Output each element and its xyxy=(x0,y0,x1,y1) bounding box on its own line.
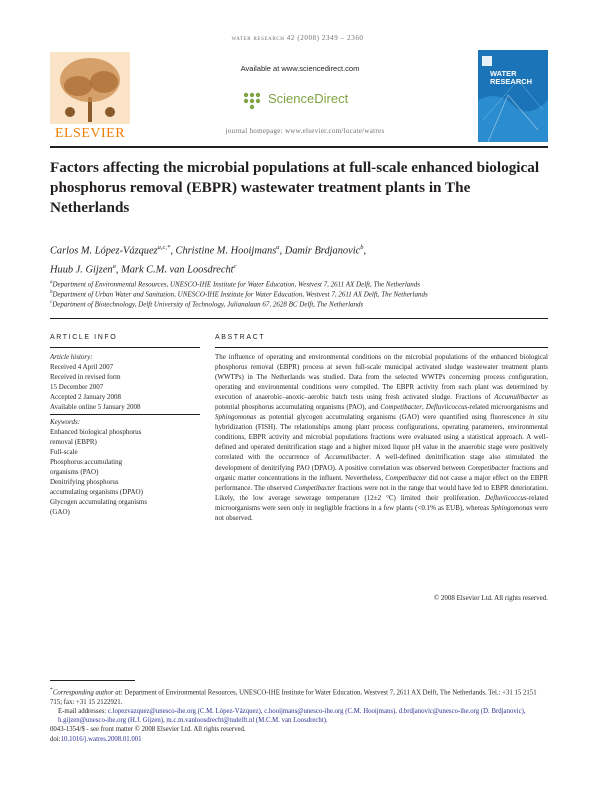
author-name[interactable]: Christine M. Hooijmans xyxy=(175,245,277,257)
author-sup: c xyxy=(233,263,237,271)
email-label: E-mail addresses: xyxy=(58,707,108,715)
author-name[interactable]: Mark C.M. van Loosdrecht xyxy=(121,264,234,276)
abstract-segment: as potential phosphorus accumulating organisms (PAO), and xyxy=(215,393,548,412)
doi-line xyxy=(50,735,548,744)
journal-citation xyxy=(0,34,595,42)
author-sup: a,c,* xyxy=(157,244,171,251)
cover-title-line2: RESEARCH xyxy=(490,77,533,86)
keywords-label: Keywords: xyxy=(50,417,81,426)
journal-homepage[interactable]: journal homepage: www.elsevier.com/locate/watres xyxy=(225,127,385,135)
abstract-segment: -related microorganisms were seen only in negligible fractions in a few plants (<0.1% as EUB), whereas xyxy=(215,493,548,512)
abstract-segment: fractions were not in the range that would have led to EBPR deterioration. Likely, the low average sewerage temperature (12±2 °C) limited their proliferation. xyxy=(215,483,548,502)
header-divider xyxy=(50,146,548,148)
corresponding-text: Department of Environmental Resources, UNESCO-IHE Institute for Water Education, Westvest 7, 2611 AX Delft, The Netherlands. Tel.: +31 15 2151 715; fax: +31 15 2122921. xyxy=(50,689,537,706)
journal-name: water research xyxy=(231,34,285,42)
corresponding-label: Corresponding author at: xyxy=(52,689,123,697)
abstract-italic: Competibacter xyxy=(385,473,427,482)
author-sup: a xyxy=(276,244,280,251)
keyword: accumulating organisms (DPAO) xyxy=(50,487,143,496)
abstract-segment: fractions and organic matter concentrations in the influent. Nevertheless, xyxy=(215,463,548,482)
affiliation-sup: c xyxy=(50,300,53,305)
history-item: Received in revised form xyxy=(50,373,121,381)
author-name[interactable]: Damir Brdjanovic xyxy=(284,245,361,257)
affiliation-sup: a xyxy=(50,280,53,285)
abstract-italic: Accumulibacter xyxy=(324,453,370,462)
history-item: Received 4 April 2007 xyxy=(50,363,114,371)
author-sup: a xyxy=(112,263,116,271)
elsevier-wordmark: ELSEVIER xyxy=(54,126,126,141)
keyword: Glycogen accumulating organisms xyxy=(50,497,148,506)
info-separator xyxy=(50,414,200,415)
abstract-segment: -related microorganisms and xyxy=(467,403,548,412)
copyright-notice: © 2008 Elsevier Ltd. All rights reserved. xyxy=(433,594,548,602)
author-sep: , xyxy=(170,245,176,257)
doi-link[interactable]: 10.1016/j.watres.2008.01.001 xyxy=(60,735,142,743)
author-sep: , xyxy=(279,245,285,257)
doi-label: doi: xyxy=(50,735,61,743)
article-info-rule xyxy=(50,347,200,348)
article-info-heading: ARTICLE INFO xyxy=(50,334,118,341)
sciencedirect-wordmark: ScienceDirect xyxy=(268,91,349,106)
issn-line: 0043-1354/$ - see front matter © 2008 Elsevier Ltd. All rights reserved. xyxy=(50,726,246,734)
abstract-text xyxy=(215,352,548,523)
email-addresses[interactable]: c.lopezvazquez@unesco-ihe.org (C.M. López-Vázquez), c.hooijmans@unesco-ihe.org (C.M. Hooijmans), d.brdjanovic@unesco-ihe.org (D. Brdjanovic), h.gijzen@unesco-ihe.org (H.J. Gijzen), m.c.m.vanloosdrecht@tudelft.nl (M.C.M. van Loosdrecht). xyxy=(58,707,526,725)
affiliation-sup: b xyxy=(50,290,53,295)
abstract-italic: Competibacter xyxy=(380,403,422,412)
affiliation-text: Department of Environmental Resources, UNESCO-IHE Institute for Water Education, Westvest 7, 2611 AX Delft, The Netherlands xyxy=(52,280,421,289)
corresponding-author-note xyxy=(50,686,548,707)
history-item: Available online 5 January 2008 xyxy=(50,403,141,411)
history-item: Accepted 2 January 2008 xyxy=(50,393,121,401)
available-online[interactable]: Available at www.sciencedirect.com xyxy=(240,64,360,73)
history-item: 15 December 2007 xyxy=(50,383,104,391)
article-info-panel xyxy=(50,352,200,517)
abstract-italic: Competibacter xyxy=(294,483,336,492)
footnote xyxy=(50,686,548,744)
abstract-segment: as potential glycogen accumulating organisms (GAO) were quantified using fluorescence xyxy=(256,413,529,422)
history-label: Article history: xyxy=(50,353,93,361)
keyword: (GAO) xyxy=(50,507,70,516)
abstract-segment: The influence of operating and environmental conditions on the microbial populations of the enhanced biological phosphorus removal (EBPR) process at seven full-scale municipal activated sludge wastewater treatment plants (WWTPs) in The Netherlands was studied. Data from the selected WWTPs concerning process configuration, operating and environmental conditions were compiled. The EBPR activity from each plant was determined by execution of anaerobic–anoxic–aerobic batch tests using fresh activated sludge. Fractions of xyxy=(215,353,548,402)
cover-title-line1: WATER xyxy=(490,69,517,78)
keyword: Full-scale xyxy=(50,447,78,456)
author-sup: b xyxy=(360,244,364,251)
affiliation xyxy=(50,298,548,310)
abstract-italic: Sphingomonas xyxy=(215,413,257,422)
keyword: Denitrifying phosphorus xyxy=(50,477,119,486)
keyword: organisms (PAO) xyxy=(50,467,99,476)
abstract-segment: were not observed. xyxy=(215,503,548,522)
abstract-italic: Defluviicoccus xyxy=(485,493,527,502)
cover-title xyxy=(490,70,546,86)
footnote-rule xyxy=(50,680,135,681)
keyword: removal (EBPR) xyxy=(50,437,97,446)
section-divider xyxy=(50,318,548,319)
abstract-segment: . A well-defined denitrification stage also stimulated the development of denitrifying PAO (DPAO). A positive correlation was observed between xyxy=(215,453,548,472)
abstract-rule xyxy=(215,347,548,348)
abstract-italic: Defluviicoccus xyxy=(425,403,468,412)
abstract-italic: Sphingomonas xyxy=(491,503,533,512)
author-name[interactable]: Huub J. Gijzen xyxy=(50,264,113,276)
abstract-segment: hybridization (FISH). The relationships among plant process configurations, operating parameters, environmental conditions, EBPR activity and microbial populations fractions were evaluated using a statistical approach. A well-defined and operated denitrification stage and a higher mixed liquor pH value in the anaerobic stage were positively correlated with the occurrence of xyxy=(215,423,548,462)
abstract-segment: , xyxy=(422,403,426,412)
abstract-italic: in situ xyxy=(528,413,549,422)
author-sep: , xyxy=(363,245,367,257)
journal-cover xyxy=(478,50,548,142)
footnote-star: * xyxy=(50,687,53,693)
affiliation-text: Department of Urban Water and Sanitation, UNESCO-IHE Institute for Water Education, Westvest 7, 2611 AX Delft, The Netherlands xyxy=(52,290,428,299)
author-name[interactable]: Carlos M. López-Vázquez xyxy=(50,245,158,257)
keyword: Phosphorus accumulating xyxy=(50,457,123,466)
author-list xyxy=(50,240,548,279)
affiliation-text: Department of Biotechnology, Delft University of Technology, Julianalaan 67, 2628 BC Delft, The Netherlands xyxy=(52,300,364,309)
journal-ref: 42 (2008) 2349 – 2360 xyxy=(286,34,364,42)
abstract-segment: did not cause a major effect on the EBPR performance. The observed xyxy=(215,473,548,492)
article-title: Factors affecting the microbial populations at full-scale enhanced biological phosphorus removal (EBPR) wastewater treatment plants in The Netherlands xyxy=(50,159,540,216)
abstract-italic: Competibacter xyxy=(467,463,510,472)
author-sep: , xyxy=(115,264,122,276)
abstract-heading: ABSTRACT xyxy=(215,334,266,341)
keyword: Enhanced biological phosphorus xyxy=(50,427,142,436)
email-note xyxy=(50,707,548,726)
abstract-italic: Accumulibacter xyxy=(494,393,539,402)
